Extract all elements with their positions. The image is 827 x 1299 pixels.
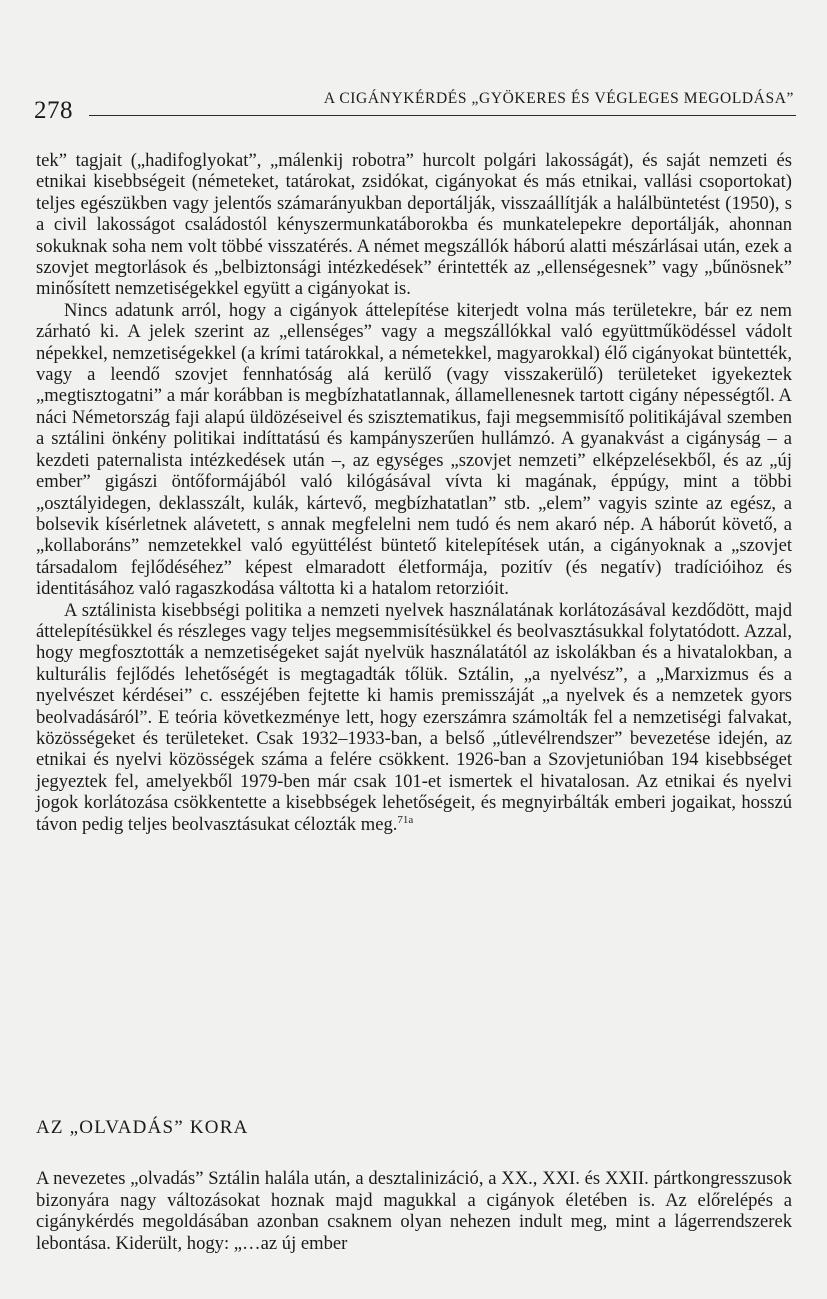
running-head: A CIGÁNYKÉRDÉS „GYÖKERES ÉS VÉGLEGES MEGOLDÁSA”	[323, 90, 794, 107]
header-rule	[89, 115, 796, 116]
paragraph-3	[36, 600, 792, 835]
footnote-reference: 71a	[397, 813, 414, 826]
section-title: AZ „OLVADÁS” KORA	[36, 1117, 249, 1138]
section-text	[36, 1168, 792, 1254]
paragraph-2: Nincs adatunk arról, hogy a cigányok áttelepítése kiterjedt volna más területekre, bár ez nem zárható ki. A jelek szerint az „ellenséges” vagy a megszállókkal való együttműködéssel vádolt népekkel, nemzetiségekkel (a krími tatárokkal, a németekkel, magyarokkal) élő cigányokat büntették, vagy a leendő szovjet fennhatóság alá kerülő (vagy visszakerülő) területeket igyekeztek „megtisztogatni” a már korábban is megbízhatatlannak, államellenesnek tartott cigány népességtől. A náci Németország faji alapú üldözéseivel és szisztematikus, faji megsemmisítő politikájával szemben a sztálini önkény politikai indíttatású és kampányszerűen hullámzó. A gyanakvást a cigányság – a kezdeti paternalista intézkedések után –, az egységes „szovjet nemzeti” elképzelésekből, és az „új ember” gigászi öntőformájából való kilógásával vívta ki magának, éppúgy, mint a többi „osztályidegen, deklasszált, kulák, kártevő, megbízhatatlan” stb. „elem” vagyis szinte az egész, a bolsevik kísérletnek alávetett, s annak megfelelni nem tudó és nem akaró nép. A háborút követő, a „kollaboráns” nemzetekkel való együttélést büntető kitelepítések után, a cigányoknak a „szovjet társadalom fejlődéséhez” képest elmaradott életformája, pozitív (és negatív) tradícióihoz és identitásához való ragaszkodása váltotta ki a hatalom retorzióit.	[36, 299, 792, 600]
paragraph-1: tek” tagjait („hadifoglyokat”, „málenkij robotra” hurcolt polgári lakosságát), és saját nemzeti és etnikai kisebbségeit (németeket, tatárokat, zsidókat, cigányokat és más etnikai, vallási csoportokat) teljes egészükben vagy jelentős számarányukban deportálják, visszaállítják a halálbüntetést (1950), s a civil lakosságot családostól kényszermunkatáborokba és munkatelepekre deportálják, ahonnan sokuknak soha nem volt többé visszatérés. A német megszállók háború alatti mészárlásai után, ezek a szovjet megtorlások és „belbiztonsági intézkedések” érintették az „ellenségesnek” vagy „bűnösnek” minősített nemzetiségekkel együtt a cigányokat is.	[36, 150, 792, 300]
page-header	[34, 88, 796, 130]
paragraph-3-text: A sztálinista kisebbségi politika a nemzeti nyelvek használatának korlátozásával kezdődött, majd áttelepítésükkel és részleges vagy teljes megsemmisítésükkel és beolvasztásukkal folytatódott. Azzal, hogy megfosztották a nemzetiségeket saját nyelvük használatától az iskolákban és a hivatalokban, a kulturális fejlődés lehetőségét is megtagadták tőlük. Sztálin, „a nyelvész”, a „Marxizmus és a nyelvészet kérdései” c. esszéjében fejtette ki hamis premisszáját „a nyelvek és a nemzetek gyors beolvadásáról”. E teória következménye lett, hogy ezerszámra számolták fel a nemzetiségi falvakat, közösségeket és területeket. Csak 1932–1933-ban, a belső „útlevélrendszer” bevezetése idején, az etnikai és nyelvi közösségek száma a felére csökkent. 1926-ban a Szovjetunióban 194 kisebbséget jegyeztek fel, amelyekből 1979-ben már csak 101-et ismertek el hivatalosan. Az etnikai és nyelvi jogok korlátozása csökkentette a kisebbségek lehetőségeit, és megnyirbálták emberi jogaikat, hosszú távon pedig teljes beolvasztásukat célozták meg.	[36, 599, 792, 835]
page-number: 278	[34, 97, 73, 124]
section-paragraph-1: A nevezetes „olvadás” Sztálin halála után, a desztalinizáció, a XX., XXI. és XXII. pártkongresszusok bizonyára nagy változásokat hoznak majd magukkal a cigányok életében is. Az előrelépés a cigánykérdés megoldásában azonban csaknem olyan nehezen indult meg, mint a lágerrendszerek lebontása. Kiderült, hogy: „…az új ember	[36, 1168, 792, 1254]
body-text	[36, 150, 792, 835]
